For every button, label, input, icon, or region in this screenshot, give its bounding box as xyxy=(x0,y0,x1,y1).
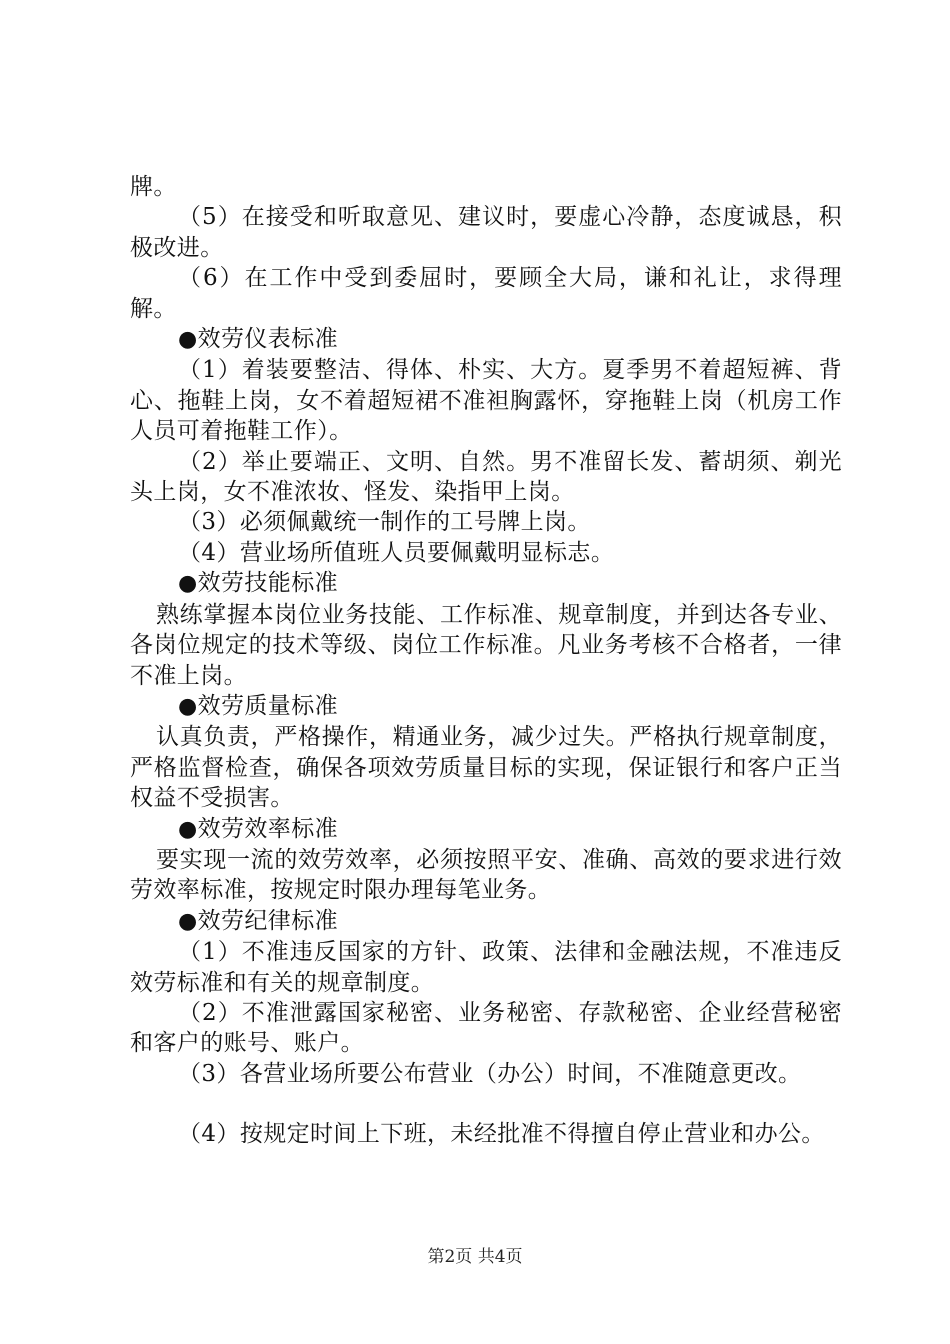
skill-paragraph: 熟练掌握本岗位业务技能、工作标准、规章制度，并到达各专业、各岗位规定的技术等级、岗位工作标准。凡业务考核不合格者，一律不准上岗。 xyxy=(130,601,842,689)
bullet-icon: ● xyxy=(178,571,198,597)
section-heading-skill xyxy=(130,568,842,599)
document-body xyxy=(130,172,842,1150)
page-footer: 第2页 共4页 xyxy=(427,1247,523,1267)
discipline-item-1: （1）不准违反国家的方针、政策、法律和金融法规，不准违反效劳标准和有关的规章制度。 xyxy=(130,939,842,996)
bullet-icon: ● xyxy=(178,816,198,842)
section-title-appearance: 效劳仪表标准 xyxy=(197,326,339,353)
section-heading-quality xyxy=(130,691,842,722)
discipline-item-4: （4）按规定时间上下班，未经批准不得擅自停止营业和办公。 xyxy=(178,1121,825,1148)
section-heading-appearance xyxy=(130,324,842,355)
appearance-item-2: （2）举止要端正、文明、自然。男不准留长发、蓄胡须、剃光头上岗，女不准浓妆、怪发、染指甲上岗。 xyxy=(130,448,842,506)
section-title-discipline: 效劳纪律标准 xyxy=(197,907,339,934)
continuation-text: 牌。 xyxy=(130,174,177,200)
bullet-icon: ● xyxy=(178,327,198,353)
section-heading-efficiency xyxy=(130,814,842,845)
quality-paragraph: 认真负责，严格操作，精通业务，减少过失。严格执行规章制度，严格监督检查，确保各项效劳质量目标的实现，保证银行和客户正当权益不受损害。 xyxy=(130,724,842,812)
discipline-item-2: （2）不准泄露国家秘密、业务秘密、存款秘密、企业经营秘密和客户的账号、账户。 xyxy=(130,999,842,1057)
bullet-icon: ● xyxy=(178,693,198,719)
appearance-item-3: （3）必须佩戴统一制作的工号牌上岗。 xyxy=(178,509,591,536)
appearance-item-4: （4）营业场所值班人员要佩戴明显标志。 xyxy=(178,539,615,566)
appearance-item-1: （1）着装要整洁、得体、朴实、大方。夏季男不着超短裤、背心、拖鞋上岗，女不着超短裙不准袒胸露怀，穿拖鞋上岗（机房工作人员可着拖鞋工作）。 xyxy=(130,357,842,445)
section-title-efficiency: 效劳效率标准 xyxy=(197,815,339,842)
section-title-quality: 效劳质量标准 xyxy=(197,692,339,719)
item-6-paragraph: （6）在工作中受到委屈时，要顾全大局，谦和礼让，求得理解。 xyxy=(130,265,842,322)
discipline-item-3: （3）各营业场所要公布营业（办公）时间，不准随意更改。 xyxy=(178,1060,802,1087)
bullet-icon: ● xyxy=(178,908,198,934)
section-title-skill: 效劳技能标准 xyxy=(197,570,339,597)
efficiency-paragraph: 要实现一流的效劳效率，必须按照平安、准确、高效的要求进行效劳效率标准，按规定时限办理每笔业务。 xyxy=(130,846,842,904)
item-5-paragraph: （5）在接受和听取意见、建议时，要虚心冷静，态度诚恳，积极改进。 xyxy=(130,204,842,261)
section-heading-discipline xyxy=(130,906,842,937)
paragraph-gap xyxy=(130,1089,842,1119)
